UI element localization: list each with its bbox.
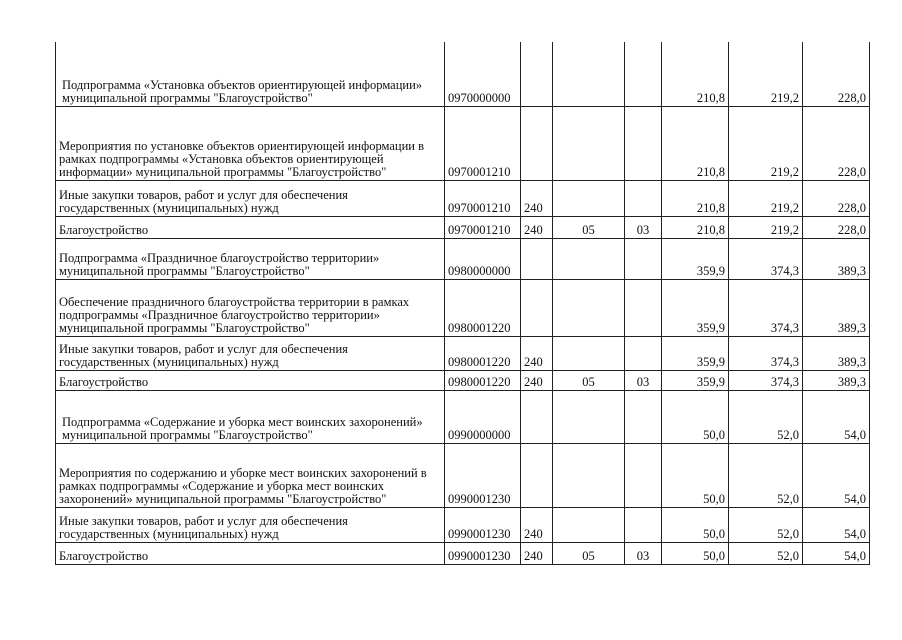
subsection-cell [625,238,662,279]
target-code-cell: 0990000000 [445,390,521,443]
amount-year2-cell: 374,3 [729,370,803,390]
table-row [56,370,870,390]
table-row [56,507,870,542]
amount-year2-cell: 52,0 [729,443,803,507]
amount-year2-cell: 219,2 [729,42,803,106]
target-code-cell: 0970001210 [445,216,521,238]
section-cell [553,238,625,279]
expense-type-cell [521,238,553,279]
amount-year2-cell: 219,2 [729,216,803,238]
row-name-cell: Подпрограмма «Праздничное благоустройство территории» муниципальной программы "Благоустройство" [56,238,445,279]
amount-year3-cell: 228,0 [803,180,870,216]
target-code-cell: 0970001210 [445,106,521,180]
section-cell [553,390,625,443]
table-row [56,238,870,279]
section-cell [553,507,625,542]
amount-year3-cell: 389,3 [803,370,870,390]
target-code-cell: 0970000000 [445,42,521,106]
subsection-cell [625,390,662,443]
amount-year1-cell: 210,8 [662,42,729,106]
amount-year3-cell: 389,3 [803,336,870,370]
table-row [56,443,870,507]
expense-type-cell [521,106,553,180]
amount-year1-cell: 210,8 [662,180,729,216]
target-code-cell: 0970001210 [445,180,521,216]
section-cell: 05 [553,542,625,564]
target-code-cell: 0990001230 [445,507,521,542]
section-cell [553,106,625,180]
expense-type-cell [521,390,553,443]
subsection-cell [625,42,662,106]
amount-year2-cell: 52,0 [729,507,803,542]
target-code-cell: 0980000000 [445,238,521,279]
target-code-cell: 0980001220 [445,336,521,370]
expense-type-cell: 240 [521,336,553,370]
amount-year2-cell: 219,2 [729,106,803,180]
amount-year1-cell: 50,0 [662,542,729,564]
section-cell: 05 [553,370,625,390]
target-code-cell: 0990001230 [445,443,521,507]
amount-year3-cell: 228,0 [803,42,870,106]
amount-year2-cell: 374,3 [729,279,803,336]
amount-year1-cell: 359,9 [662,370,729,390]
subsection-cell: 03 [625,542,662,564]
amount-year3-cell: 54,0 [803,443,870,507]
row-name-cell: Обеспечение праздничного благоустройства территории в рамках подпрограммы «Праздничное благоустройство территории» муниципальной программы "Благоустройство" [56,279,445,336]
amount-year2-cell: 52,0 [729,390,803,443]
subsection-cell [625,336,662,370]
expense-type-cell: 240 [521,542,553,564]
section-cell [553,336,625,370]
amount-year3-cell: 54,0 [803,542,870,564]
amount-year2-cell: 374,3 [729,336,803,370]
section-cell [553,180,625,216]
amount-year3-cell: 389,3 [803,238,870,279]
table-row [56,106,870,180]
row-name-cell: Иные закупки товаров, работ и услуг для обеспечения государственных (муниципальных) нужд [56,507,445,542]
amount-year1-cell: 50,0 [662,507,729,542]
amount-year1-cell: 50,0 [662,443,729,507]
amount-year3-cell: 228,0 [803,216,870,238]
expense-type-cell: 240 [521,507,553,542]
row-name-cell: Благоустройство [56,542,445,564]
subsection-cell [625,106,662,180]
amount-year3-cell: 54,0 [803,390,870,443]
budget-table [55,42,870,565]
subsection-cell [625,507,662,542]
target-code-cell: 0980001220 [445,370,521,390]
table-row [56,180,870,216]
row-name-cell: Иные закупки товаров, работ и услуг для обеспечения государственных (муниципальных) нужд [56,180,445,216]
amount-year1-cell: 50,0 [662,390,729,443]
amount-year1-cell: 359,9 [662,238,729,279]
section-cell [553,42,625,106]
expense-type-cell: 240 [521,370,553,390]
amount-year2-cell: 52,0 [729,542,803,564]
amount-year1-cell: 359,9 [662,279,729,336]
amount-year2-cell: 219,2 [729,180,803,216]
row-name-cell: Иные закупки товаров, работ и услуг для обеспечения государственных (муниципальных) нужд [56,336,445,370]
amount-year1-cell: 359,9 [662,336,729,370]
subsection-cell [625,279,662,336]
amount-year1-cell: 210,8 [662,216,729,238]
table-row [56,542,870,564]
table-row [56,42,870,106]
subsection-cell: 03 [625,216,662,238]
amount-year3-cell: 228,0 [803,106,870,180]
amount-year2-cell: 374,3 [729,238,803,279]
table-row [56,336,870,370]
expense-type-cell: 240 [521,216,553,238]
expense-type-cell: 240 [521,180,553,216]
target-code-cell: 0980001220 [445,279,521,336]
table-row [56,216,870,238]
row-name-cell: Благоустройство [56,216,445,238]
row-name-cell: Подпрограмма «Содержание и уборка мест воинских захоронений» муниципальной программы "Благоустройство" [56,390,445,443]
amount-year1-cell: 210,8 [662,106,729,180]
row-name-cell: Подпрограмма «Установка объектов ориентирующей информации» муниципальной программы "Благоустройство" [56,42,445,106]
section-cell [553,443,625,507]
target-code-cell: 0990001230 [445,542,521,564]
section-cell [553,279,625,336]
amount-year3-cell: 54,0 [803,507,870,542]
expense-type-cell [521,42,553,106]
subsection-cell [625,180,662,216]
row-name-cell: Благоустройство [56,370,445,390]
expense-type-cell [521,279,553,336]
subsection-cell [625,443,662,507]
row-name-cell: Мероприятия по установке объектов ориентирующей информации в рамках подпрограммы «Установка объектов ориентирующей информации» муниципальной программы "Благоустройство" [56,106,445,180]
subsection-cell: 03 [625,370,662,390]
row-name-cell: Мероприятия по содержанию и уборке мест воинских захоронений в рамках подпрограммы «Содержание и уборка мест воинских захоронений» муниципальной программы "Благоустройство" [56,443,445,507]
section-cell: 05 [553,216,625,238]
expense-type-cell [521,443,553,507]
amount-year3-cell: 389,3 [803,279,870,336]
table-row [56,390,870,443]
table-row [56,279,870,336]
